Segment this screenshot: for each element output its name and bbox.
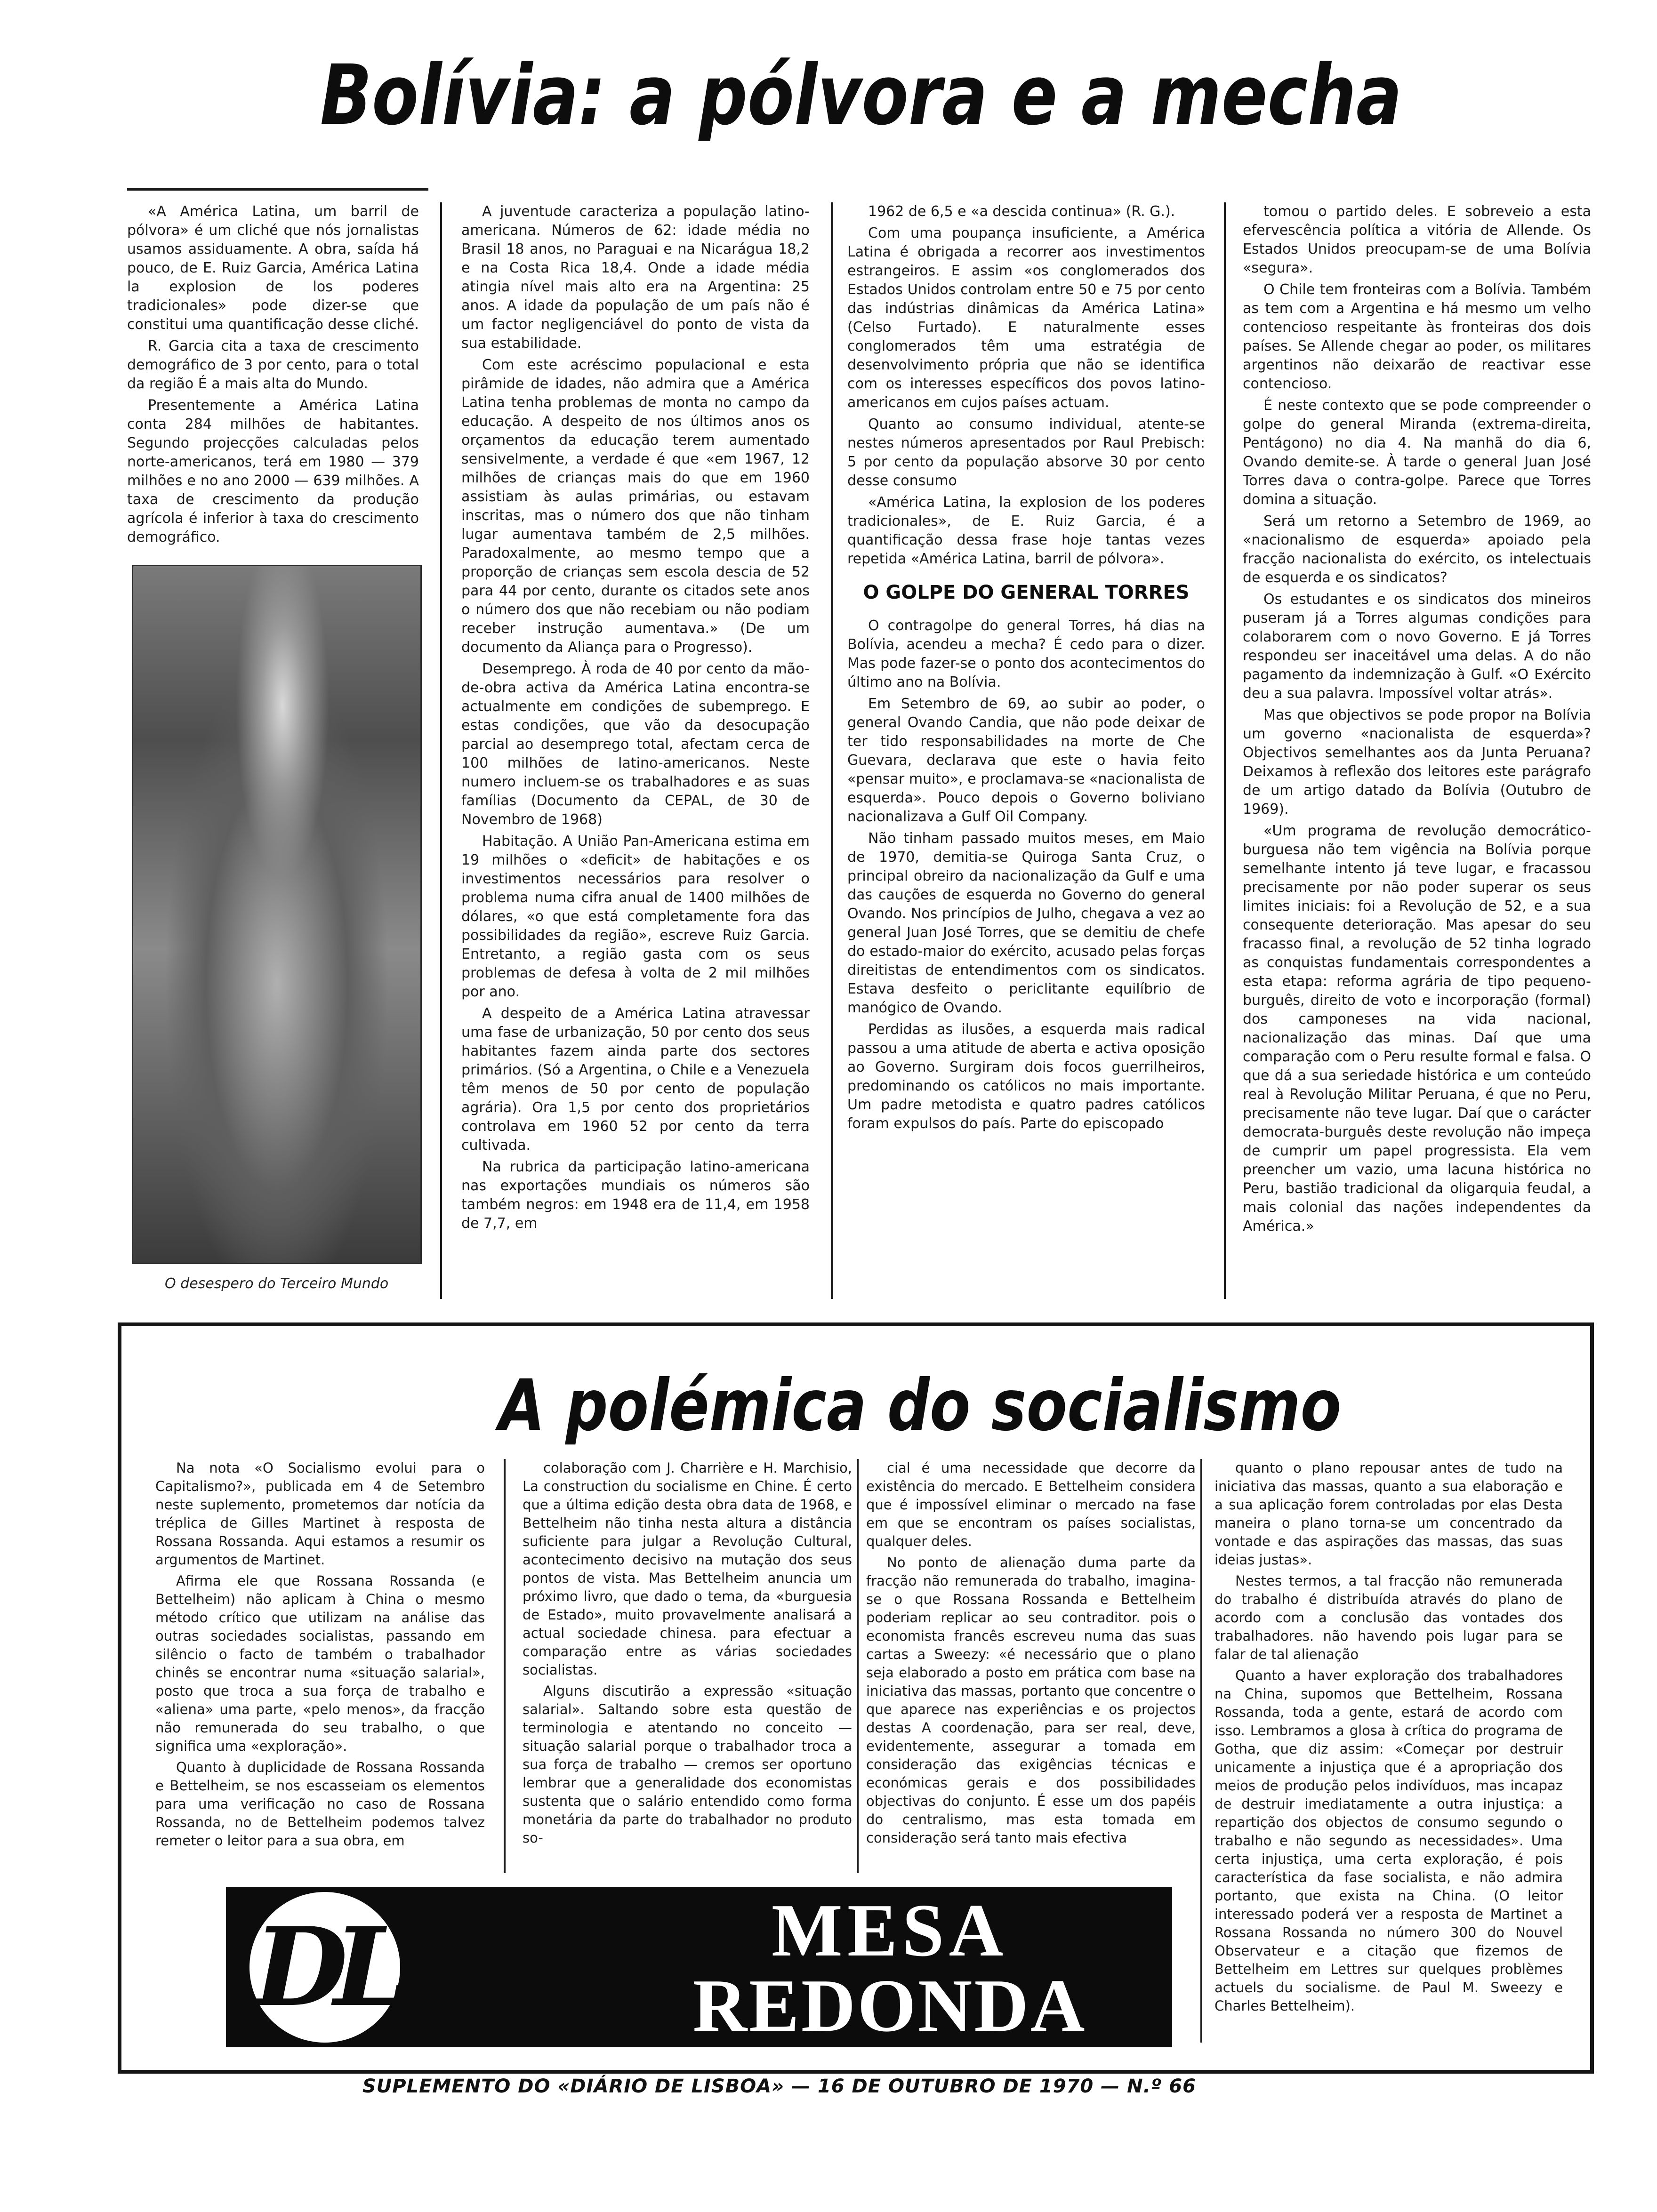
paragraph: Presentemente a América Latina conta 284 milhões de habitantes. Segundo projecções calculadas pelos norte-americanos, terá em 1980 — 379 milhões e no ano 2000 — 639 milhões. A taxa de crescimento da produção agrícola é inferior à taxa do crescimento demográfico. [127,397,419,545]
paragraph: Quanto à duplicidade de Rossana Rossanda e Bettelheim, se nos escasseiam os elementos para uma verificação no caso de Rossana Rossanda, no de Bettelheim podemos talvez remeter o leitor para a sua obra, em [155,1759,485,1849]
article2-column-4 [1215,1459,1563,2018]
paragraph: O contragolpe do general Torres, há dias na Bolívia, acendeu a mecha? É cedo para o dizer. Mas pode fazer-se o ponto dos acontecimentos do último ano na Bolívia. [847,617,1205,690]
paragraph: A despeito de a América Latina atravessar uma fase de urbanização, 50 por cento dos seus habitantes fazem ainda parte dos sectores primários. (Só a Argentina, o Chile e a Venezuela têm menos de 50 por cento de população agrária). Ora 1,5 por cento dos proprietários controlava em 1960 52 por cento da terra cultivada. [461,1005,810,1154]
paragraph: Perdidas as ilusões, a esquerda mais radical passou a uma atitude de aberta e activa oposição ao Governo. Surgiram dois focos guerrilheiros, predominando os católicos no mais importante. Um padre metodista e quatro padres católicos foram expulsos do país. Parte do episcopado [847,1021,1205,1132]
paragraph: Os estudantes e os sindicatos dos mineiros puseram já a Torres algumas condições para colaborarem com o novo Governo. E já Torres respondeu ser inaceitável uma delas. A do não pagamento da indemnização à Gulf. «O Exército deu a sua palavra. Impossível voltar atrás». [1243,591,1591,702]
column-rule [440,202,442,1299]
paragraph: R. Garcia cita a taxa de crescimento demográfico de 3 por cento, para o total da região É a mais alta do Mundo. [127,338,419,392]
paragraph: Nestes termos, a tal fracção não remunerada do trabalho é distribuída através do plano de acordo com a conclusão das vontades dos trabalhadores. não havendo pois lugar para se falar de tal alienação [1215,1573,1563,1662]
paragraph: «A América Latina, um barril de pólvora» é um cliché que nós jornalistas usamos assiduamente. A obra, saída há pouco, de E. Ruiz Garcia, América Latina la explosion de los poderes tradicionales» pode dizer-se que constitui uma quantificação desse cliché. [127,203,419,333]
paragraph: cial é uma necessidade que decorre da existência do mercado. E Bettelheim considera que é impossível eliminar o mercado na fase em que se encontram os países socialistas, qualquer deles. [866,1460,1196,1549]
masthead-banner [226,1887,1172,2047]
paragraph: Não tinham passado muitos meses, em Maio de 1970, demitia-se Quiroga Santa Cruz, o principal obreiro da nacionalização da Gulf e uma das cauções de esquerda no Governo do general Ovando. Nos princípios de Julho, chegava a vez ao general Juan José Torres, que se demitiu de chefe do estado-maior do exército, acusado pelas forças direitistas de entendimentos com os sindicatos. Estava desfeito o periclitante equilíbrio de manógico de Ovando. [847,830,1205,1016]
article1-photo [132,565,422,1264]
paragraph: Com uma poupança insuficiente, a América Latina é obrigada a recorrer aos investimentos estrangeiros. E assim «os conglomerados dos Estados Unidos controlam entre 50 e 75 por cento das indústrias dinâmicas da América Latina» (Celso Furtado). E naturalmente esses conglomerados têm uma estratégia de desenvolvimento própria que não se identifica com os interesses específicos dos povos latino-americanos em cujos países actuam. [847,225,1205,411]
paragraph: 1962 de 6,5 e «a descida continua» (R. G.). [868,203,1175,220]
paragraph: Será um retorno a Setembro de 1969, ao «nacionalismo de esquerda» apoiado pela fracção nacionalista do exército, os intelectuais de esquerda e os sindicatos? [1243,513,1591,586]
paragraph: «Um programa de revolução democrático-burguesa não tem vigência na Bolívia porque semelhante intento já teve lugar, e fracassou precisamente por não poder superar os seus limites iniciais: foi a Revolução de 52, e a sua consequente deterioração. Mas apesar do seu fracasso final, a revolução de 52 tinha logrado as conquistas fundamentais correspondentes a esta etapa: reforma agrária de tipo pequeno-burguês, direito de voto e incorporação (formal) dos camponeses na vida nacional, nacionalização das minas. Daí que uma comparação com o Peru resulte formal e falsa. O que dá a sua seriedade histórica e um conteúdo real à Revolução Militar Peruana, é que no Peru, precisamente não teve lugar. Daí que o carácter democrata-burguês deste revolução não impeça de cumprir um papel progressista. Ela vem preencher um vazio, uma lacuna histórica no Peru, bastião tradicional da oligarquia feudal, a mais colonial das nações independentes da América.» [1243,823,1591,1234]
paragraph: «América Latina, la explosion de los poderes tradicionales», de E. Ruiz Garcia, é a quantificação dessa frase hoje tantas vezes repetida «América Latina, barril de pólvora». [847,494,1205,567]
paragraph: Mas que objectivos se pode propor na Bolívia um governo «nacionalista de esquerda»? Objectivos semelhantes aos da Junta Peruana? Deixamos à reflexão dos leitores este parágrafo de um artigo datado da Bolívia (Outubro de 1969). [1243,707,1591,817]
paragraph: Quanto a haver exploração dos trabalhadores na China, supomos que Bettelheim, Rossana Rossanda, toda a gente, estará de acordo com isso. Lembramos a glosa à crítica do programa de Gotha, que diz assim: «Começar por destruir unicamente a injustiça que é a apropriação dos meios de produção pelos indivíduos, mas incapaz de destruir imediatamente a outra injustiça: a repartição dos objectos de consumo segundo o trabalho e não segundo as necessidades». Uma certa injustiça, uma certa exploração, é pois característica da fase socialista, e não admira portanto, que exista na China. (O leitor interessado poderá ver a resposta de Martinet a Rossana Rossanda no número 300 do Nouvel Observateur e a citação que fizemos de Bettelheim em Lettres sur quelques problèmes actuels du socialisme. de Paul M. Sweezy e Charles Bettelheim). [1215,1667,1563,2014]
article2-title: A polémica do socialismo [499,1365,1342,1447]
paragraph: Afirma ele que Rossana Rossanda (e Bettelheim) não aplicam à China o mesmo método crítico que utilizam na análise das outras sociedades socialistas, passando em silêncio o facto de também o trabalhador chinês se encontrar numa «situação salarial», posto que troca a sua força de trabalho e «aliena» uma parte, «pelo menos», da fracção não remunerada do seu trabalho, o que significa uma «exploração». [155,1573,485,1754]
subheading: O GOLPE DO GENERAL TORRES [863,582,1190,603]
masthead-line-1: MESA [771,1888,1008,1972]
paragraph: Com este acréscimo populacional e esta pirâmide de idades, não admira que a América Latina tenha problemas de monta no campo da educação. A despeito de nos últimos anos os orçamentos da educação terem aumentado sensivelmente, a verdade é que «em 1967, 12 milhões de crianças mais do que em 1960 assistiam às aulas primárias, ou estavam inscritas, mas o número dos que não tinham lugar aumentava também de 2,5 milhões. Paradoxalmente, ao mesmo tempo que a proporção de crianças sem escola descia de 52 para 44 por cento, durante os citados sete anos o número dos que não recebiam ou não podiam receber instrução aumentava.» (De um documento da Aliança para o Progresso). [461,357,810,656]
column-rule [1200,1459,1202,2043]
paragraph: No ponto de alienação duma parte da fracção não remunerada do trabalho, imagina-se o que Rossana Rossanda e Bettelheim poderiam replicar ao seu contraditor. pois o economista francês escreveu numa das suas cartas a Sweezy: «é necessário que o plano seja elaborado a posto em prática com base na iniciativa das massas, portanto que concentre o que aparece nas experiências e os projectos destas A coordenação, para ser real, deve, evidentemente, assegurar a tomada em consideração das exigências técnicas e económicas gerais e dos possibilidades objectivas do conjunto. É esse um dos papéis do centralismo, mas esta tomada em consideração será tanto mais efectiva [866,1555,1196,1846]
photo-caption: O desespero do Terceiro Mundo [165,1275,389,1292]
column-rule [504,1459,506,1873]
paragraph: Habitação. A União Pan-Americana estima em 19 milhões o «deficit» de habitações e os investimentos necessários para resolver o problema numa cifra anual de 1400 milhões de dólares, «o que está completamente fora das possibilidades da região», escreve Ruiz Garcia. Entretanto, a região gasta com os seus problemas de defesa à volta de 2 mil milhões por ano. [461,833,810,1000]
paragraph: O Chile tem fronteiras com a Bolívia. Também as tem com a Argentina e há mesmo um velho contencioso respeitante às fronteiras dos dois países. Se Allende chegar ao poder, os militares argentinos não deixarão de reactivar esse contencioso. [1243,281,1591,392]
paragraph: Alguns discutirão a expressão «situação salarial». Saltando sobre esta questão de terminologia e atentando no conceito — situação salarial porque o trabalhador troca a sua força de trabalho — cremos ser oportuno lembrar que a generalidade dos economistas sustenta que o salário entendido como forma monetária da parte do trabalhador no produto so- [523,1683,852,1846]
paragraph: Quanto ao consumo individual, atente-se nestes números apresentados por Raul Prebisch: 5 por cento da população absorve 30 por cento desse consumo [847,416,1205,489]
paragraph: colaboração com J. Charrière e H. Marchisio, La construction du socialisme en Chine. É certo que a última edição desta obra data de 1968, e Bettelheim não tinha nesta altura a distância suficiente para julgar a Revolução Cultural, acontecimento decisivo na mutação dos seus pontos de vista. Mas Bettelheim anuncia um próximo livro, que dado o tema, da «burguesia de Estado», muito provavelmente analisará a actual sociedade chinesa. para efectuar a comparação entre as várias sociedades socialistas. [523,1460,852,1678]
paragraph: tomou o partido deles. E sobreveio a esta efervescência política a vitória de Allende. Os Estados Unidos preocupam-se de uma Bolívia «segura». [1243,203,1591,276]
dl-logo: DL [249,1892,400,2043]
article2-column-2 [523,1459,852,1850]
column-rule [831,202,833,1299]
paragraph: quanto o plano repousar antes de tudo na iniciativa das massas, quanto a sua elaboração e a sua aplicação forem controladas por elas Desta maneira o plano torna-se um concentrado da vontade e das aspirações das massas, das suas ideias justas». [1215,1460,1563,1568]
paragraph: É neste contexto que se pode compreender o golpe do general Miranda (extrema-direita, Pentágono) no dia 4. Na manhã do dia 6, Ovando demite-se. À tarde o general Juan José Torres dava o contra-golpe. Parece que Torres domina a situação. [1243,397,1591,508]
article1-column-1 [127,202,419,550]
article1-column-4 [1243,202,1591,1239]
column-rule [1224,202,1226,1299]
column-rule [857,1459,859,1873]
article1-column-3 [847,202,1205,1136]
article2-column-1 [155,1459,485,1853]
paragraph: Na nota «O Socialismo evolui para o Capitalismo?», publicada em 4 de Setembro neste suplemento, prometemos dar notícia da tréplica de Gilles Martinet à resposta de Rossana Rossanda. Aqui estamos a resumir os argumentos de Martinet. [155,1460,485,1568]
footer-supplement-line: SUPLEMENTO DO «DIÁRIO DE LISBOA» — 16 DE OUTUBRO DE 1970 — N.º 66 [362,2076,1196,2097]
article1-column-2 [461,202,810,1236]
paragraph: Em Setembro de 69, ao subir ao poder, o general Ovando Candia, que não pode deixar de ter tido responsabilidades na morte de Che Guevara, declarava que este o havia feito «pensar muito», e proclamava-se «nacionalista de esquerda». Pouco depois o Governo boliviano nacionalizava a Gulf Oil Company. [847,696,1205,825]
paragraph: A juventude caracteriza a população latino-americana. Números de 62: idade média no Brasil 18 anos, no Paraguai e na Nicarágua 18,2 e na Costa Rica 18,4. Onde a idade média atingia nível mais alto era na Argentina: 25 anos. A idade da população de um país não é um factor negligenciável do ponto de vista da sua estabilidade. [461,203,810,352]
article1-top-rule [127,188,428,191]
masthead-line-2: REDONDA [692,1964,1087,2047]
paragraph: Na rubrica da participação latino-americana nas exportações mundiais os números são também negros: em 1948 era de 11,4, em 1958 de 7,7, em [461,1159,810,1232]
article2-column-3 [866,1459,1196,1850]
article1-title: Bolívia: a pólvora e a mecha [320,47,1402,144]
paragraph: Desemprego. À roda de 40 por cento da mão-de-obra activa da América Latina encontra-se actualmente em condições de subemprego. E estas condições, que vão da desocupação parcial ao desemprego total, afectam cerca de 100 milhões de latino-americanos. Neste numero incluem-se os trabalhadores e as suas famílias (Documento da CEPAL, de 30 de Novembro de 1968) [461,661,810,828]
